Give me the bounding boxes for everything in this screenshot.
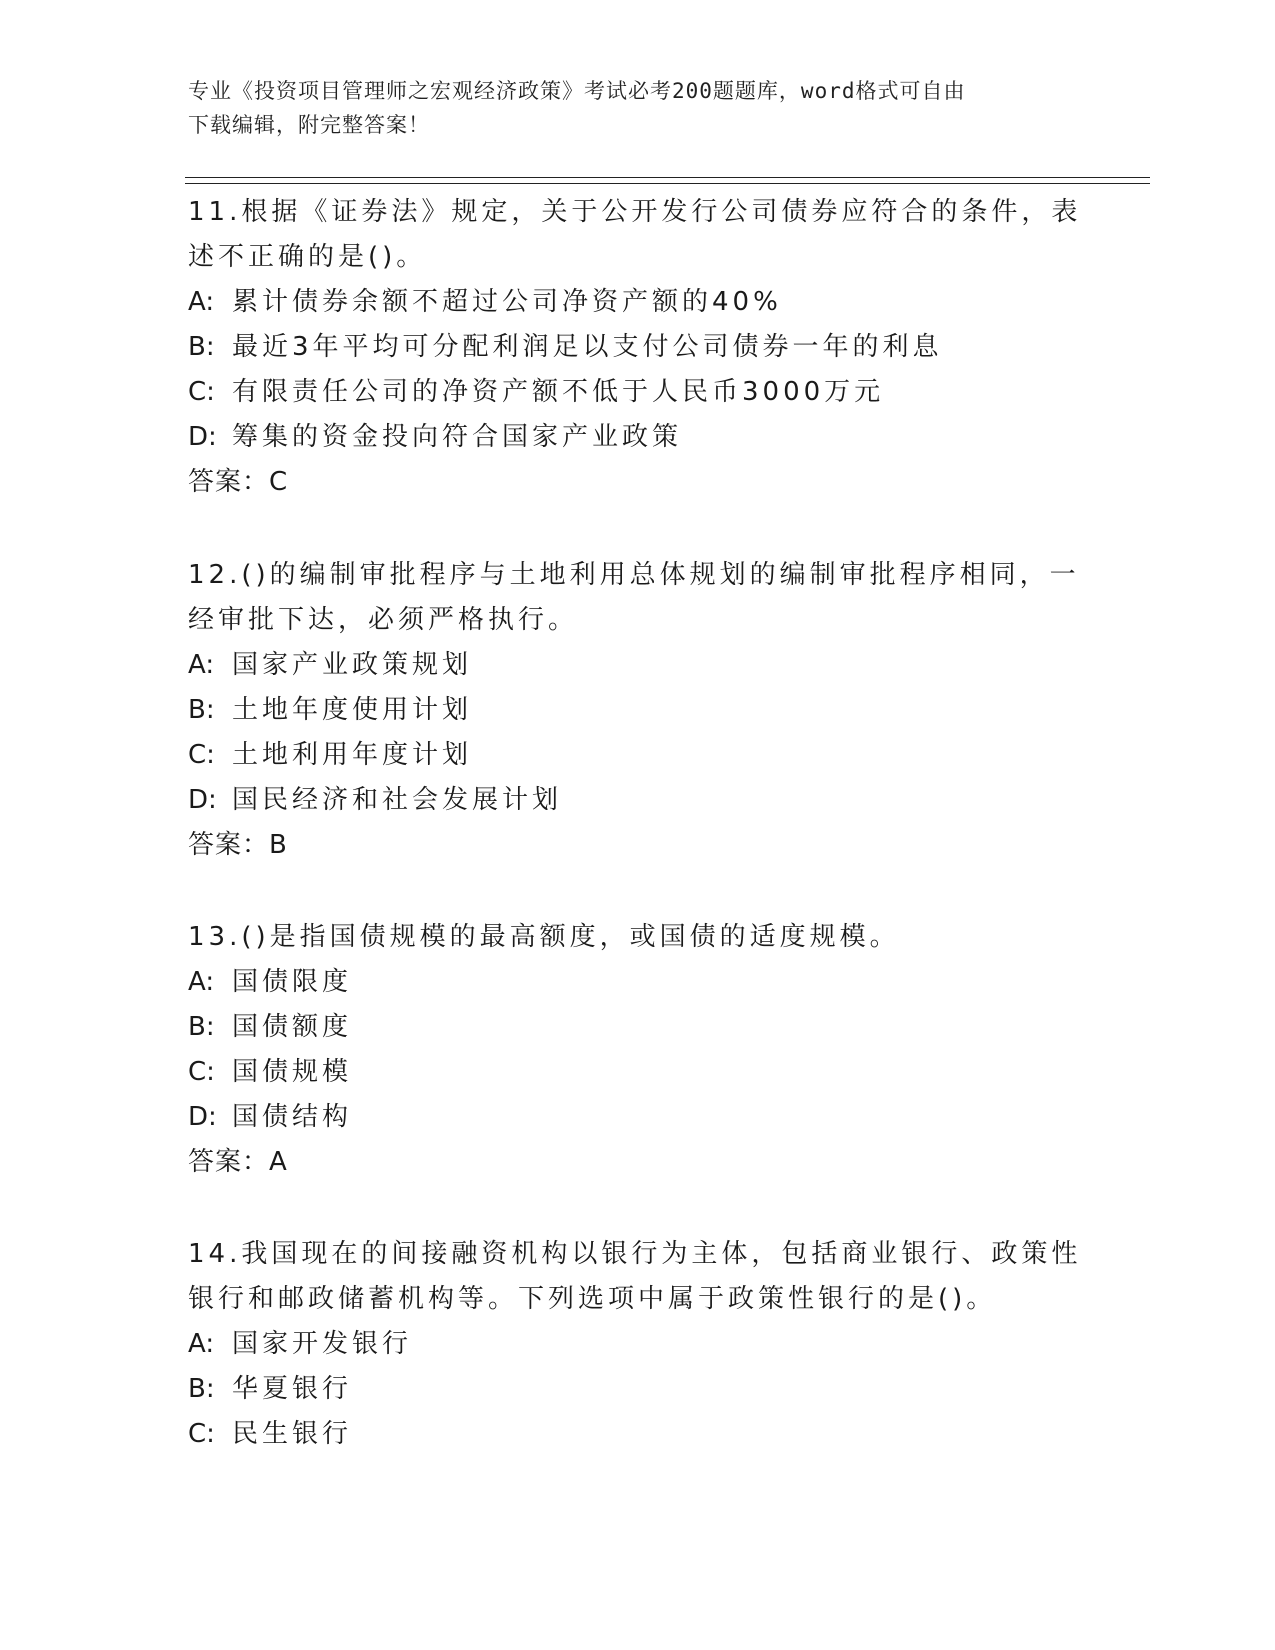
answer-line: 答案：B	[188, 830, 288, 860]
option-key: C:	[188, 740, 215, 770]
option-text: 累计债券余额不超过公司净资产额的40%	[232, 287, 782, 317]
option-key: C:	[188, 1419, 215, 1449]
option-key: A:	[188, 650, 215, 680]
question-stem: 14.我国现在的间接融资机构以银行为主体，包括商业银行、政策性银行和邮政储蓄机构等。下列选项中属于政策性银行的是()。	[188, 1239, 1082, 1314]
option-key: D:	[188, 785, 217, 815]
answer-line: 答案：C	[188, 467, 289, 497]
header-divider-top	[185, 177, 1150, 178]
option-key: A:	[188, 967, 215, 997]
option-a	[188, 280, 1088, 325]
option-text: 国债规模	[232, 1057, 353, 1087]
question-12	[188, 553, 1088, 868]
option-key: B:	[188, 1374, 215, 1404]
option-d	[188, 778, 1088, 823]
option-key: A:	[188, 287, 215, 317]
question-stem: 11.根据《证券法》规定，关于公开发行公司债券应符合的条件，表述不正确的是()。	[188, 197, 1082, 272]
option-text: 国民经济和社会发展计划	[232, 785, 563, 815]
option-text: 国家开发银行	[232, 1329, 413, 1359]
option-text: 国债结构	[232, 1102, 353, 1132]
option-text: 民生银行	[232, 1419, 353, 1449]
option-b	[188, 325, 1088, 370]
question-11	[188, 190, 1088, 505]
header-line-1: 专业《投资项目管理师之宏观经济政策》考试必考200题题库，word格式可自由	[188, 79, 966, 103]
option-a	[188, 960, 1088, 1005]
option-b	[188, 1005, 1088, 1050]
option-key: B:	[188, 332, 215, 362]
question-14	[188, 1232, 1088, 1457]
option-key: A:	[188, 1329, 215, 1359]
question-stem: 13.()是指国债规模的最高额度，或国债的适度规模。	[188, 922, 900, 952]
document-header	[188, 74, 1068, 142]
header-divider-bottom	[185, 183, 1150, 184]
option-b	[188, 688, 1088, 733]
option-text: 有限责任公司的净资产额不低于人民币3000万元	[232, 377, 885, 407]
option-key: C:	[188, 1057, 215, 1087]
option-a	[188, 643, 1088, 688]
option-text: 国债限度	[232, 967, 353, 997]
option-key: C:	[188, 377, 215, 407]
option-c	[188, 1412, 1088, 1457]
question-stem: 12.()的编制审批程序与土地利用总体规划的编制审批程序相同，一经审批下达，必须严格执行。	[188, 560, 1080, 635]
option-text: 土地利用年度计划	[232, 740, 473, 770]
option-d	[188, 415, 1088, 460]
option-text: 筹集的资金投向符合国家产业政策	[232, 422, 683, 452]
option-key: B:	[188, 1012, 215, 1042]
option-c	[188, 733, 1088, 778]
option-key: D:	[188, 422, 217, 452]
option-a	[188, 1322, 1088, 1367]
option-text: 华夏银行	[232, 1374, 353, 1404]
option-key: D:	[188, 1102, 217, 1132]
option-d	[188, 1095, 1088, 1140]
option-key: B:	[188, 695, 215, 725]
option-text: 国家产业政策规划	[232, 650, 473, 680]
option-text: 国债额度	[232, 1012, 353, 1042]
option-text: 土地年度使用计划	[232, 695, 473, 725]
header-line-2: 下载编辑，附完整答案！	[188, 113, 430, 137]
question-13	[188, 915, 1088, 1185]
answer-line: 答案：A	[188, 1147, 288, 1177]
option-text: 最近3年平均可分配利润足以支付公司债券一年的利息	[232, 332, 943, 362]
option-b	[188, 1367, 1088, 1412]
option-c	[188, 1050, 1088, 1095]
option-c	[188, 370, 1088, 415]
